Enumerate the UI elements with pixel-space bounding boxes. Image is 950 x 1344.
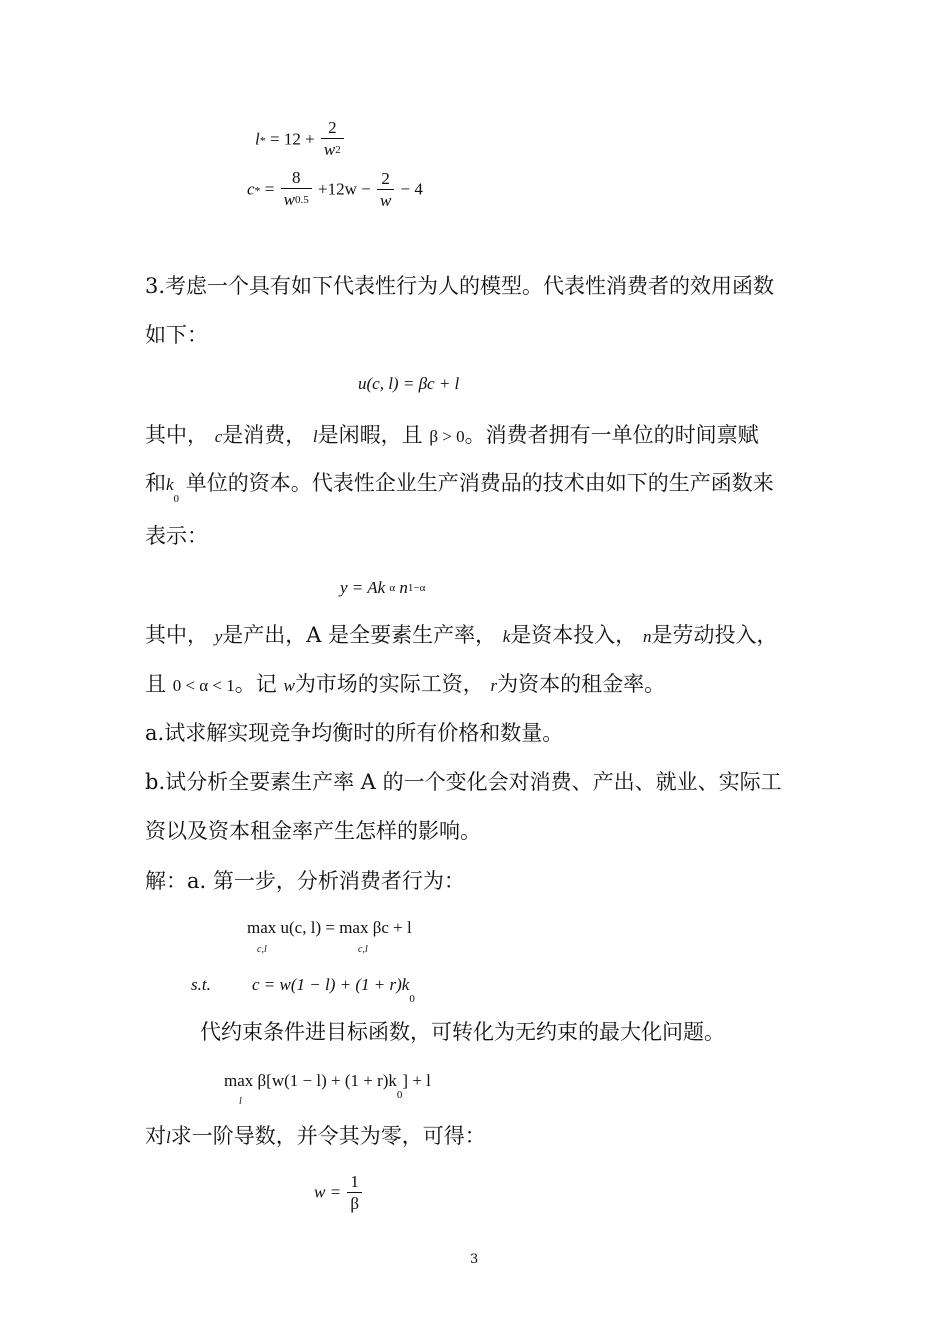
max-subscript-2: c,l [358, 944, 368, 955]
problem-line-6: 其中， y是产出，A 是全要素生产率， k是资本投入， n是劳动投入， [145, 623, 778, 647]
problem-line-3: 其中， c是消费， l是闲暇，且 β > 0。消费者拥有一单位的时间禀赋 [145, 423, 759, 447]
production-function: y = Ak α n1−α [340, 578, 426, 597]
foc-text: 对l求一阶导数，并令其为零，可得： [145, 1124, 486, 1148]
problem-line-4: 和$k_0$ 单位的资本。代表性企业生产消费品的技术由如下的生产函数来 [145, 471, 774, 505]
question-a: a.试求解实现竞争均衡时的所有价格和数量。 [145, 721, 564, 745]
budget-constraint: $c = w(1 - l) + (1 + r)k_0$ [252, 975, 415, 1005]
fraction: $\frac{8}{w0.5}$ [281, 168, 312, 213]
objective-subscript: l [239, 1096, 242, 1107]
substitution-text: 代约束条件进目标函数，可转化为无约束的最大化问题。 [200, 1020, 725, 1044]
problem-line-1: 3.考虑一个具有如下代表性行为人的模型。代表性消费者的效用函数 [145, 274, 775, 298]
solution-intro: 解：a. 第一步，分析消费者行为： [145, 869, 465, 893]
problem-line-7: 且 0 < α < 1。记 w为市场的实际工资， r为资本的租金率。 [145, 672, 666, 696]
question-b-line-1: b.试分析全要素生产率 A 的一个变化会对消费、产出、就业、实际工 [145, 770, 782, 794]
equation-l-star: l* = 12 + $\frac{2}{w2}$ [255, 118, 346, 163]
problem-line-2: 如下： [145, 323, 208, 347]
utility-function: u(c, l) = βc + l [358, 374, 460, 393]
equation-wage: w = $\frac{1}{\beta}$ [314, 1172, 364, 1215]
unconstrained-objective: $\max \beta[w(1 - l) + (1 + r)k_0] + l$ [224, 1071, 431, 1101]
equation-c-star: c* = $\frac{8}{w0.5}$ +12w − $\frac{2}{w}$ − 4 [247, 168, 423, 213]
fraction: $\frac{1}{\beta}$ [347, 1172, 362, 1215]
max-subscript-1: c,l [257, 944, 267, 955]
question-b-line-2: 资以及资本租金率产生怎样的影响。 [145, 819, 481, 843]
consumer-max-problem: max u(c, l) = max βc + l [247, 918, 412, 937]
problem-line-5: 表示： [145, 524, 208, 548]
fraction: $\frac{2}{w2}$ [321, 118, 344, 163]
page-number: 3 [470, 1252, 479, 1267]
fraction: $\frac{2}{w}$ [377, 169, 394, 212]
subject-to-label: s.t. [191, 975, 211, 994]
